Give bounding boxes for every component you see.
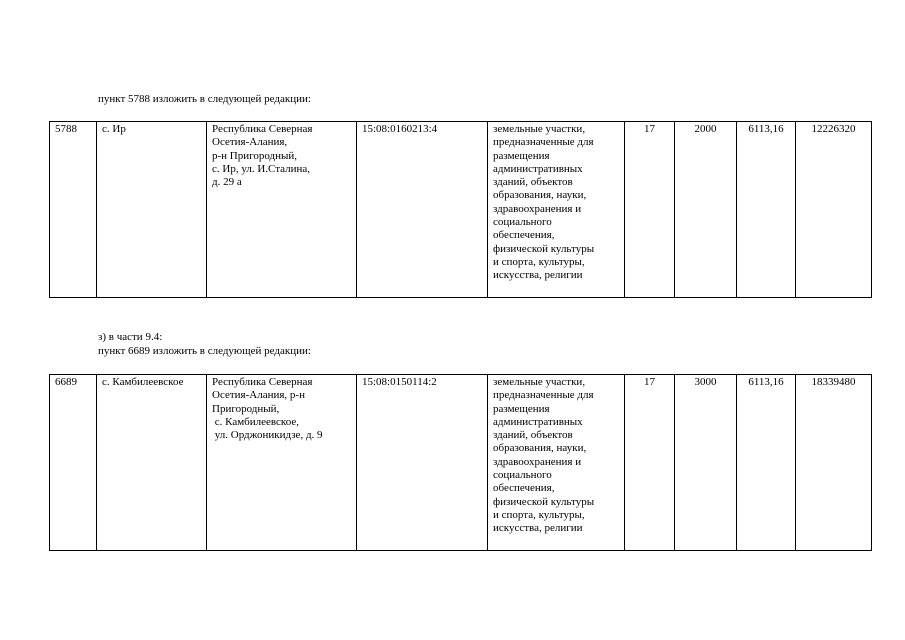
address-cell bbox=[207, 375, 357, 551]
specific-value: 6113,16 bbox=[737, 375, 796, 551]
address-cell bbox=[207, 122, 357, 298]
table-row bbox=[50, 375, 872, 551]
cadastral-number: 15:08:0150114:2 bbox=[357, 375, 488, 551]
group-code: 17 bbox=[625, 122, 675, 298]
group-code: 17 bbox=[625, 375, 675, 551]
purpose-line: искусства, религии bbox=[493, 522, 583, 535]
purpose-line: образования, науки, bbox=[493, 189, 587, 202]
area-value: 2000 bbox=[675, 122, 737, 298]
address-line: с. Камбилеевское, bbox=[212, 415, 299, 428]
area-value: 3000 bbox=[675, 375, 737, 551]
cadastral-value: 12226320 bbox=[796, 122, 872, 298]
purpose-line: и спорта, культуры, bbox=[493, 255, 585, 268]
specific-value: 6113,16 bbox=[737, 122, 796, 298]
address-line: ул. Орджоникидзе, д. 9 bbox=[212, 429, 323, 442]
cadastral-value: 18339480 bbox=[796, 375, 872, 551]
table-row bbox=[50, 122, 872, 298]
purpose-line: размещения bbox=[493, 149, 550, 162]
purpose-line: зданий, объектов bbox=[493, 429, 573, 442]
locality-cell: с. Камбилеевское bbox=[97, 375, 207, 551]
land-purpose-cell bbox=[488, 122, 625, 298]
section2-intro-line1: з) в части 9.4: bbox=[98, 331, 163, 343]
purpose-line: социального bbox=[493, 469, 552, 482]
address-line: с. Ир, ул. И.Сталина, bbox=[212, 162, 311, 175]
purpose-line: социального bbox=[493, 216, 552, 229]
cadastral-number: 15:08:0160213:4 bbox=[357, 122, 488, 298]
purpose-line: образования, науки, bbox=[493, 442, 587, 455]
address-line: Республика Северная bbox=[212, 376, 313, 388]
address-line: д. 29 а bbox=[212, 176, 242, 189]
section1-intro: пункт 5788 изложить в следующей редакции: bbox=[98, 93, 311, 105]
address-line: р-н Пригородный, bbox=[212, 149, 298, 162]
locality-cell: с. Ир bbox=[97, 122, 207, 298]
land-purpose-cell bbox=[488, 375, 625, 551]
purpose-line: искусства, религии bbox=[493, 269, 583, 282]
register-table-1 bbox=[49, 121, 872, 298]
section2-intro-line2: пункт 6689 изложить в следующей редакции: bbox=[98, 345, 311, 357]
purpose-line: здравоохранения и bbox=[493, 455, 582, 468]
purpose-line: здравоохранения и bbox=[493, 202, 582, 215]
purpose-line: земельные участки, bbox=[493, 123, 586, 135]
address-line: Осетия-Алания, р-н bbox=[212, 389, 305, 402]
purpose-line: предназначенные для bbox=[493, 389, 594, 402]
purpose-line: земельные участки, bbox=[493, 376, 586, 388]
purpose-line: физической культуры bbox=[493, 242, 595, 255]
purpose-line: административных bbox=[493, 162, 583, 175]
purpose-line: административных bbox=[493, 415, 583, 428]
purpose-line: обеспечения, bbox=[493, 482, 555, 495]
purpose-line: предназначенные для bbox=[493, 136, 594, 149]
address-line: Пригородный, bbox=[212, 402, 280, 415]
address-line: Осетия-Алания, bbox=[212, 136, 288, 149]
purpose-line: зданий, объектов bbox=[493, 176, 573, 189]
purpose-line: размещения bbox=[493, 402, 550, 415]
entry-number: 6689 bbox=[50, 375, 97, 551]
purpose-line: обеспечения, bbox=[493, 229, 555, 242]
purpose-line: физической культуры bbox=[493, 495, 595, 508]
register-table-2 bbox=[49, 374, 872, 551]
address-line: Республика Северная bbox=[212, 123, 313, 135]
purpose-line: и спорта, культуры, bbox=[493, 508, 585, 521]
entry-number: 5788 bbox=[50, 122, 97, 298]
